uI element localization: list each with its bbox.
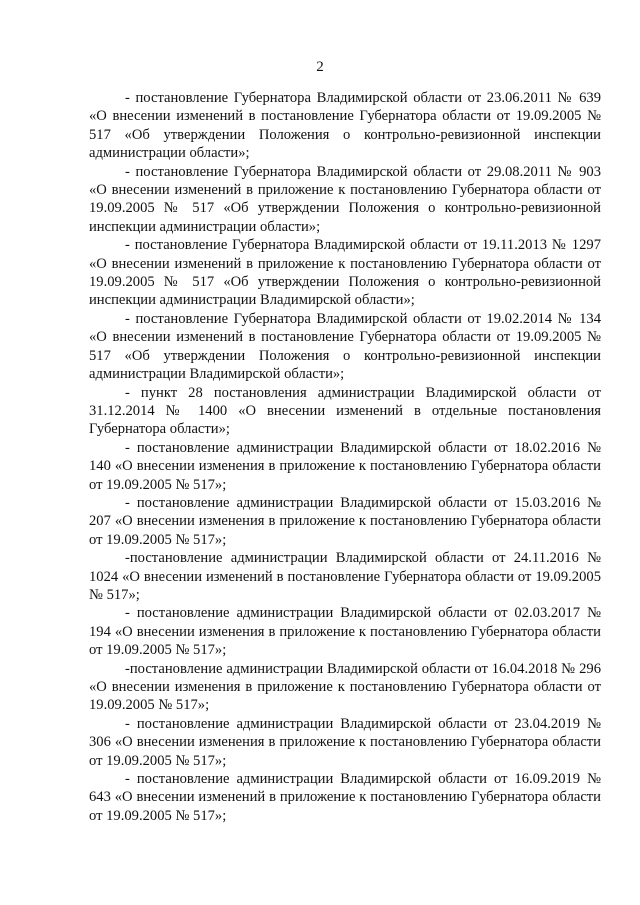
list-item: - постановление Губернатора Владимирской области от 23.06.2011 № 639 «О внесении изменений в постановление Губернатора области от 19.09.2005 № 517 «Об утверждении Положения о контрольно-ревизионной инспекции администрации области»; [89,90,601,162]
list-item: -постановление администрации Владимирской области от 24.11.2016 № 1024 «О внесении изменений в постановление Губернатора области от 19.09.2005 № 517»; [89,550,601,603]
list-item: - постановление администрации Владимирской области от 15.03.2016 № 207 «О внесении изменения в приложение к постановлению Губернатора области от 19.09.2005 № 517»; [89,494,601,548]
list-item: - постановление Губернатора Владимирской области от 19.11.2013 № 1297 «О внесении изменений в приложение к постановлению Губернатора области от 19.09.2005 № 517 «Об утверждении Положения о контрольно-ревизионной инспекции администрации Владимирской области»; [89,237,601,309]
page-number: 2 [316,59,324,75]
document-body [89,89,601,825]
list-item: - постановление Губернатора Владимирской области от 19.02.2014 № 134 «О внесении изменений в постановление Губернатора области от 19.09.2005 № 517 «Об утверждении Положения о контрольно-ревизионной инспекции администрации Владимирской области»; [89,310,601,383]
list-item: -постановление администрации Владимирской области от 16.04.2018 № 296 «О внесении изменения в приложение к постановлению Губернатора области от 19.09.2005 № 517»; [89,660,601,714]
list-item: - постановление администрации Владимирской области от 16.09.2019 № 643 «О внесении изменений в приложение к постановлению Губернатора области от 19.09.2005 № 517»; [89,771,601,824]
list-item: - постановление администрации Владимирской области от 18.02.2016 № 140 «О внесении изменения в приложение к постановлению Губернатора области от 19.09.2005 № 517»; [89,439,601,493]
list-item: - постановление Губернатора Владимирской области от 29.08.2011 № 903 «О внесении изменений в приложение к постановлению Губернатора области от 19.09.2005 № 517 «Об утверждении Положения о контрольно-ревизионной инспекции администрации области»; [89,163,601,235]
list-item: - постановление администрации Владимирской области от 02.03.2017 № 194 «О внесении изменения в приложение к постановлению Губернатора области от 19.09.2005 № 517»; [89,605,601,659]
list-item: - пункт 28 постановления администрации Владимирской области от 31.12.2014 № 1400 «О внесении изменений в отдельные постановления Губернатора области»; [89,384,601,438]
list-item: - постановление администрации Владимирской области от 23.04.2019 № 306 «О внесении изменения в приложение к постановлению Губернатора области от 19.09.2005 № 517»; [89,715,601,769]
